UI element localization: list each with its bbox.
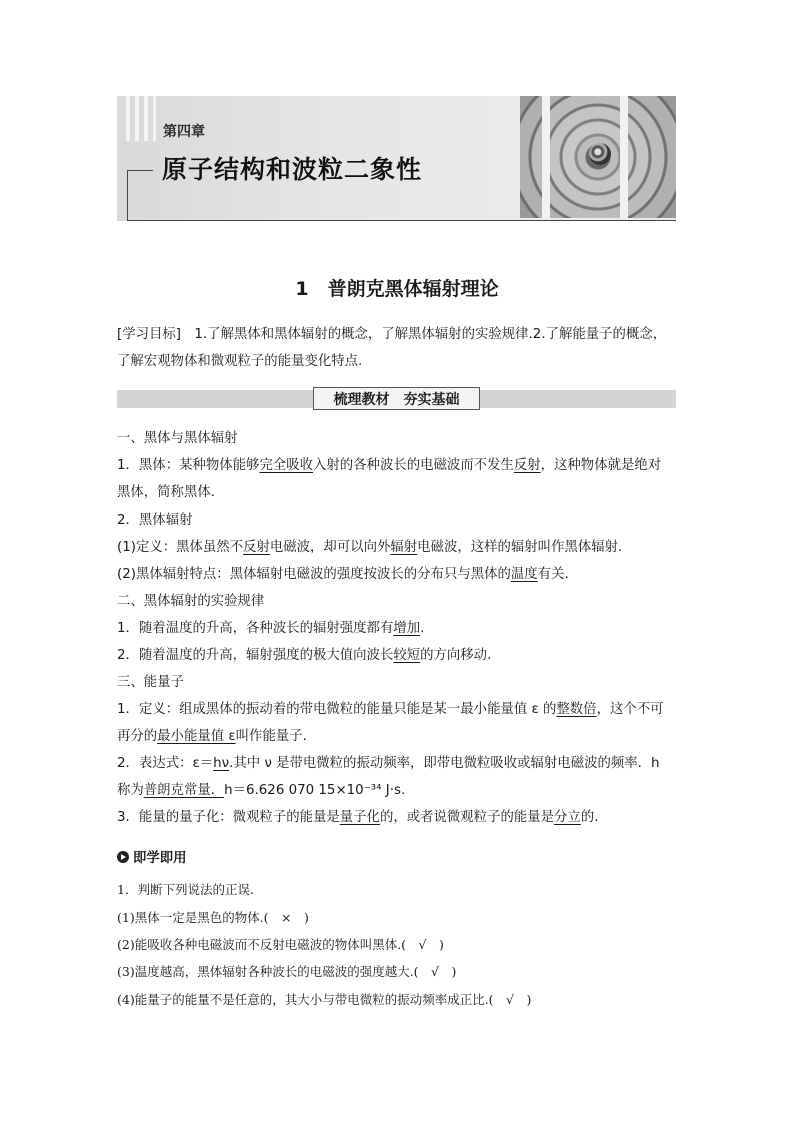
practice-item: (2)能吸收各种电磁波而不反射电磁波的物体叫黑体.( √ ) — [117, 937, 444, 952]
answer-blank: 整数倍 — [556, 702, 597, 717]
lesson-title: 1 普朗克黑体辐射理论 — [295, 278, 499, 300]
answer-blank: 普朗克常量． — [143, 783, 225, 798]
section-heading: 三、能量子 — [117, 675, 184, 690]
chapter-label: 第四章 — [163, 124, 205, 140]
learning-objectives-line2: 了解宏观物体和微观粒子的能量变化特点. — [117, 354, 363, 369]
illustration-divider — [620, 96, 628, 218]
play-circle-icon — [117, 851, 129, 863]
atom-illustration — [520, 96, 676, 218]
subsection-heading: 2．黑体辐射 — [117, 513, 193, 528]
practice-item: (4)能量子的能量不是任意的，其大小与带电微粒的振动频率成正比.( √ ) — [117, 992, 532, 1007]
practice-item: (1)黑体一定是黑色的物体.( × ) — [117, 910, 309, 925]
answer-blank: 较短 — [393, 648, 421, 663]
nucleus-icon — [589, 143, 611, 165]
paragraph-line: 1．随着温度的升高，各种波长的辐射强度都有增加. — [117, 621, 425, 636]
paragraph-line: 1．定义：组成黑体的振动着的带电微粒的能量只能是某一最小能量值 ε 的整数倍，这个不可 — [117, 702, 664, 717]
answer-blank: 辐射 — [390, 540, 418, 555]
section-banner: 梳理教材 夯实基础 — [313, 387, 480, 410]
answer-blank: 最小能量值 ε — [157, 729, 236, 744]
paragraph-line: 再分的最小能量值 ε叫作能量子. — [117, 729, 307, 744]
answer-blank: 温度 — [510, 567, 538, 582]
practice-heading: 即学即用 — [117, 847, 187, 866]
answer-blank: 分立 — [554, 810, 581, 825]
section-heading: 一、黑体与黑体辐射 — [117, 431, 238, 446]
answer-blank: hν — [213, 756, 230, 771]
chapter-title: 原子结构和波粒二象性 — [162, 155, 423, 184]
answer-blank: 量子化 — [339, 810, 380, 825]
paragraph-line: 2．随着温度的升高，辐射强度的极大值向波长较短的方向移动. — [117, 648, 492, 663]
banner-bracket-decoration — [127, 170, 153, 221]
answer-blank: 反射 — [513, 458, 541, 473]
section-heading: 二、黑体辐射的实验规律 — [117, 594, 265, 609]
paragraph-line: 黑体，简称黑体. — [117, 485, 215, 500]
illustration-divider — [542, 96, 550, 218]
banner-stripes-decoration — [126, 96, 156, 141]
learning-objectives-line1: [学习目标] 1.了解黑体和黑体辐射的概念，了解黑体辐射的实验规律.2.了解能量子的概念， — [117, 327, 667, 342]
paragraph-line: (2)黑体辐射特点：黑体辐射电磁波的强度按波长的分布只与黑体的温度有关. — [117, 567, 569, 582]
answer-blank: 增加 — [393, 621, 421, 636]
banner-baseline — [127, 220, 676, 221]
paragraph-line: 1．黑体：某种物体能够完全吸收入射的各种波长的电磁波而不发生反射，这种物体就是绝对 — [117, 458, 662, 473]
practice-intro: 1．判断下列说法的正误. — [117, 882, 254, 897]
practice-item: (3)温度越高，黑体辐射各种波长的电磁波的强度越大.( √ ) — [117, 964, 457, 979]
paragraph-line: 3．能量的量子化：微观粒子的能量是量子化的，或者说微观粒子的能量是分立的. — [117, 810, 599, 825]
answer-blank: 完全吸收 — [259, 458, 313, 473]
paragraph-line: (1)定义：黑体虽然不反射电磁波，却可以向外辐射电磁波，这样的辐射叫作黑体辐射. — [117, 540, 623, 555]
paragraph-line: 2．表达式：ε＝hν.其中 ν 是带电微粒的振动频率，即带电微粒吸收或辐射电磁波的频率．h — [117, 756, 660, 771]
paragraph-line: 称为普朗克常量．h＝6.626 070 15×10⁻³⁴ J·s. — [117, 783, 406, 798]
answer-blank: 反射 — [243, 540, 270, 555]
